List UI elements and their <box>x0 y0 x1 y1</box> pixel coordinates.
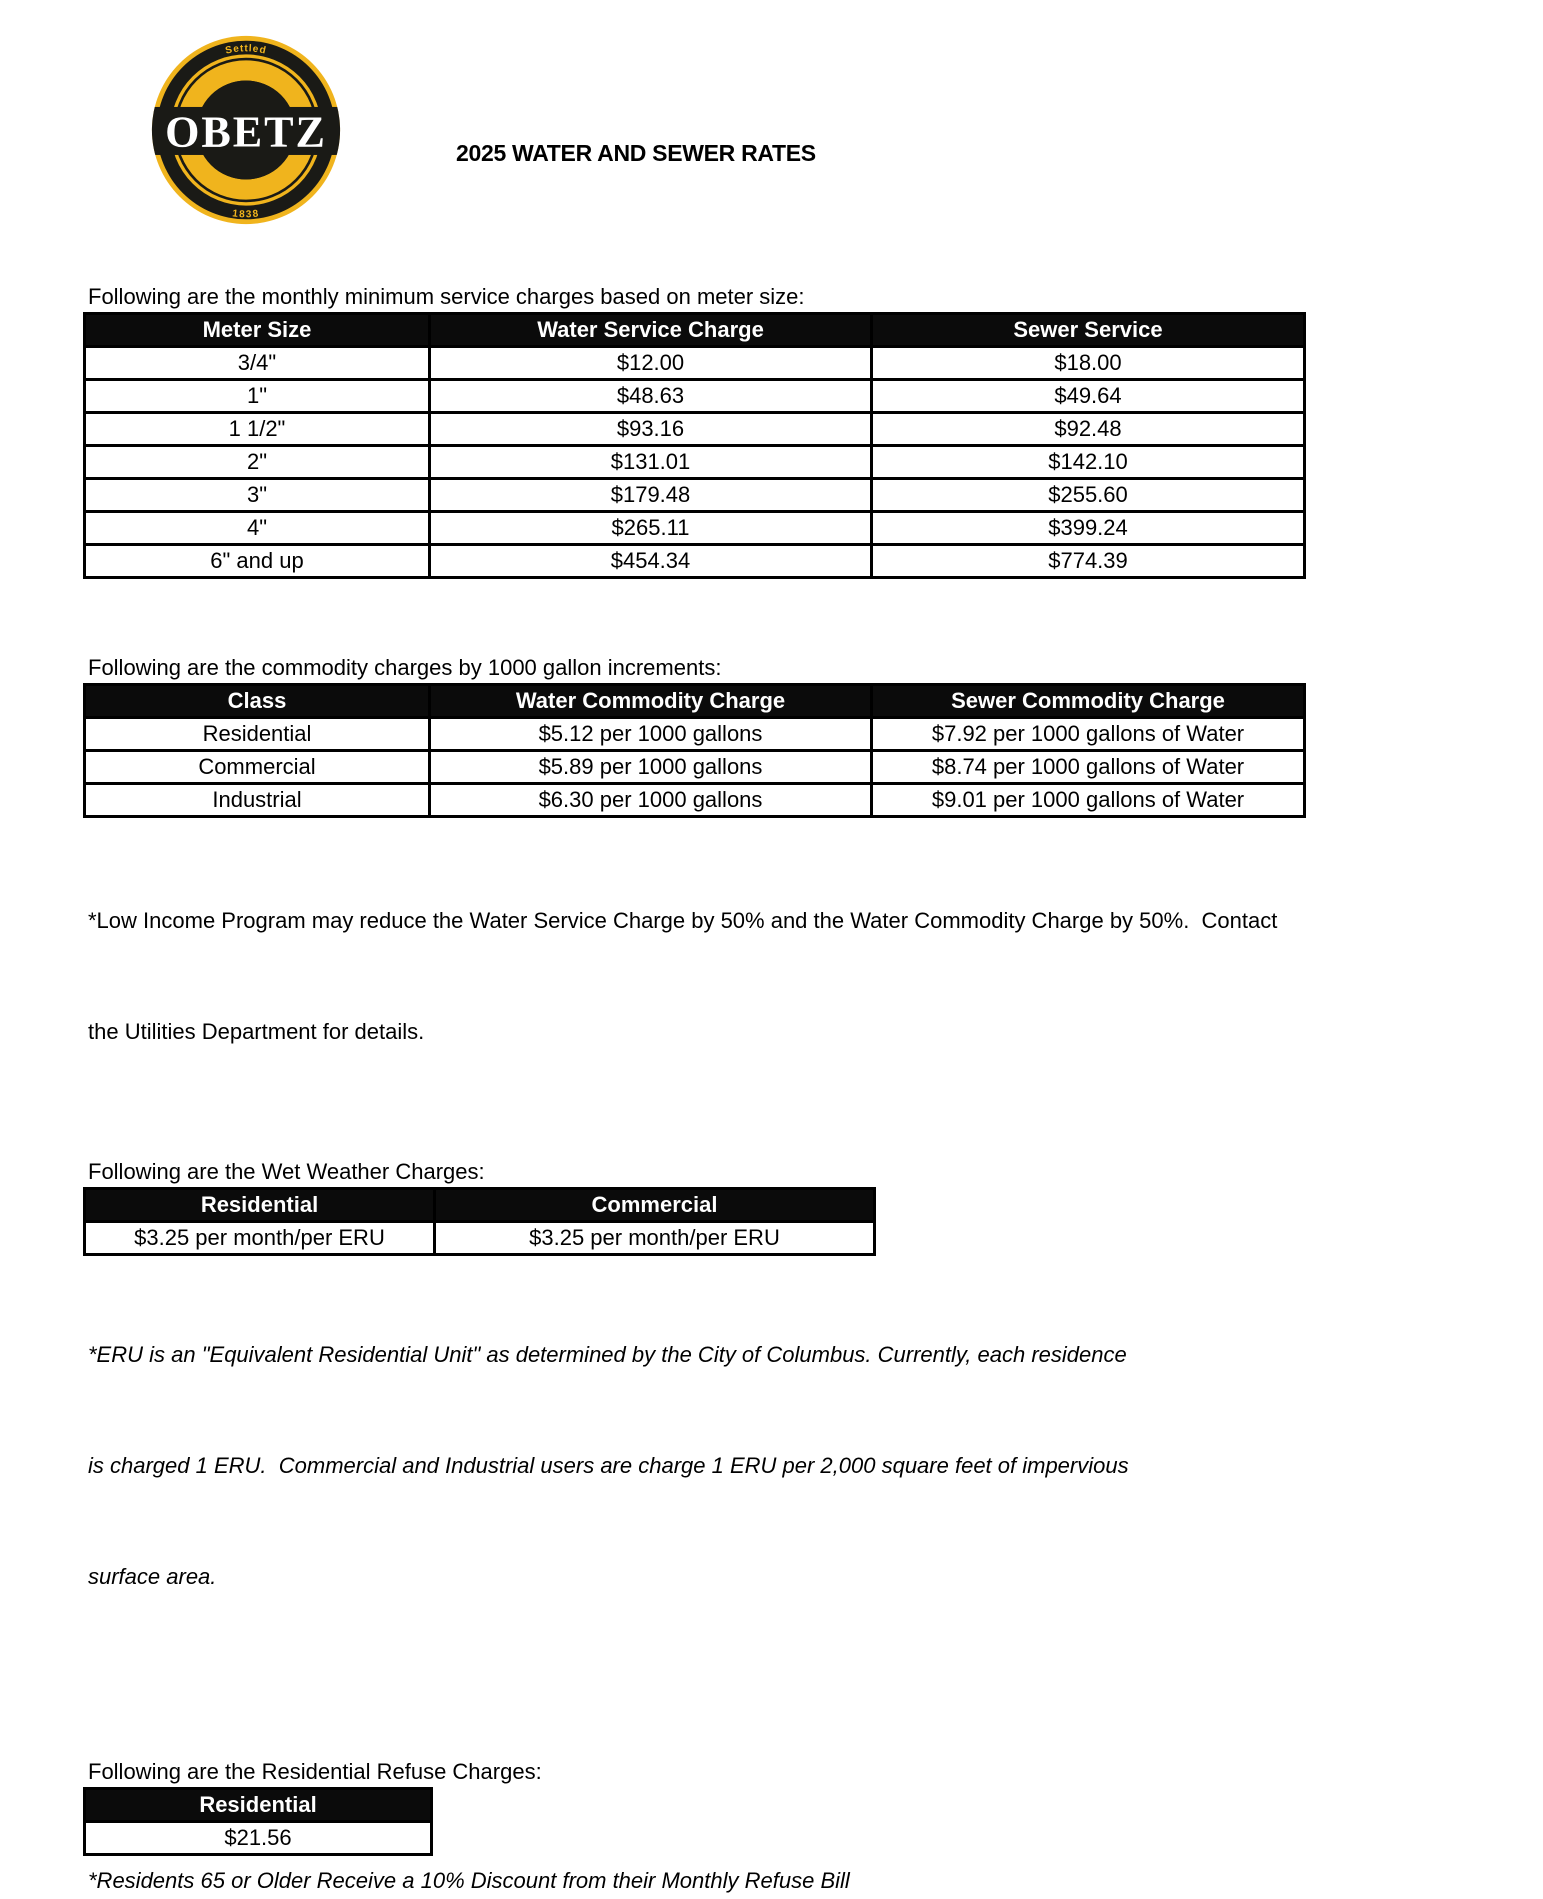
header-row <box>85 1789 432 1822</box>
logo-arc-top-text: Settled <box>224 43 268 57</box>
table-cell: $12.00 <box>430 347 872 380</box>
table-cell: $131.01 <box>430 446 872 479</box>
table-cell: $7.92 per 1000 gallons of Water <box>872 718 1305 751</box>
column-header: Sewer Commodity Charge <box>872 685 1305 718</box>
table-cell: $5.12 per 1000 gallons <box>430 718 872 751</box>
table-row <box>85 446 1305 479</box>
table-cell: $6.30 per 1000 gallons <box>430 784 872 817</box>
table-cell: Commercial <box>85 751 430 784</box>
table-row <box>85 413 1305 446</box>
table-cell: Residential <box>85 718 430 751</box>
commodity-charges-table <box>83 683 1306 818</box>
column-header: Meter Size <box>85 314 430 347</box>
table-cell: $8.74 per 1000 gallons of Water <box>872 751 1305 784</box>
senior-discount-note: *Residents 65 or Older Receive a 10% Discount from their Monthly Refuse Bill <box>88 1868 850 1893</box>
table-cell: $92.48 <box>872 413 1305 446</box>
obetz-village-logo <box>150 34 342 226</box>
table-row <box>85 784 1305 817</box>
column-header: Class <box>85 685 430 718</box>
low-income-note-line: *Low Income Program may reduce the Water Service Charge by 50% and the Water Commodity Charge by 50%. Contact <box>88 908 1278 933</box>
table-cell: $3.25 per month/per ERU <box>435 1222 875 1255</box>
table-row <box>85 380 1305 413</box>
table-cell: $49.64 <box>872 380 1305 413</box>
table-cell: 4" <box>85 512 430 545</box>
page-title: 2025 WATER AND SEWER RATES <box>456 140 816 166</box>
table-cell: $48.63 <box>430 380 872 413</box>
table-cell: 6" and up <box>85 545 430 578</box>
table-cell: $18.00 <box>872 347 1305 380</box>
table-cell: 3/4" <box>85 347 430 380</box>
document-body <box>83 283 1483 1899</box>
column-header: Commercial <box>435 1189 875 1222</box>
table-row <box>85 1222 875 1255</box>
table-cell: $265.11 <box>430 512 872 545</box>
eru-definition-note <box>88 1262 1483 1669</box>
service-charges-intro: Following are the monthly minimum service charges based on meter size: <box>88 284 805 309</box>
eru-note-line: is charged 1 ERU. Commercial and Industrial users are charge 1 ERU per 2,000 square feet of impervious <box>88 1453 1129 1478</box>
eru-note-line: *ERU is an "Equivalent Residential Unit" as determined by the City of Columbus. Currently, each residence <box>88 1342 1127 1367</box>
table-row <box>85 512 1305 545</box>
table-cell: 1" <box>85 380 430 413</box>
obetz-logo-icon <box>150 34 342 226</box>
logo-arc-bottom-text: 1838 <box>231 208 261 221</box>
table-row <box>85 545 1305 578</box>
table-cell: $93.16 <box>430 413 872 446</box>
service-charges-table <box>83 312 1306 579</box>
svg-text:1838 <box>232 208 261 220</box>
table-cell: 3" <box>85 479 430 512</box>
table-row <box>85 718 1305 751</box>
table-cell: $21.56 <box>85 1822 432 1855</box>
column-header: Water Service Charge <box>430 314 872 347</box>
low-income-note-line: the Utilities Department for details. <box>88 1019 425 1044</box>
table-cell: $774.39 <box>872 545 1305 578</box>
column-header: Residential <box>85 1189 435 1222</box>
table-cell: $142.10 <box>872 446 1305 479</box>
low-income-note <box>88 828 1483 1124</box>
table-cell: $399.24 <box>872 512 1305 545</box>
table-cell: $3.25 per month/per ERU <box>85 1222 435 1255</box>
column-header: Water Commodity Charge <box>430 685 872 718</box>
table-cell: 2" <box>85 446 430 479</box>
header-row <box>85 314 1305 347</box>
wet-weather-table <box>83 1187 876 1256</box>
header-row <box>85 685 1305 718</box>
table-row <box>85 751 1305 784</box>
table-cell: $9.01 per 1000 gallons of Water <box>872 784 1305 817</box>
table-cell: $5.89 per 1000 gallons <box>430 751 872 784</box>
table-row <box>85 479 1305 512</box>
column-header: Residential <box>85 1789 432 1822</box>
header-row <box>85 1189 875 1222</box>
commodity-charges-intro: Following are the commodity charges by 1000 gallon increments: <box>88 655 722 680</box>
table-row <box>85 1822 432 1855</box>
table-cell: $255.60 <box>872 479 1305 512</box>
table-cell: $454.34 <box>430 545 872 578</box>
logo-wordmark: OBETZ <box>165 107 327 157</box>
table-cell: $179.48 <box>430 479 872 512</box>
refuse-charges-table <box>83 1787 433 1856</box>
eru-note-line: surface area. <box>88 1564 217 1589</box>
wet-weather-intro: Following are the Wet Weather Charges: <box>88 1159 485 1184</box>
column-header: Sewer Service <box>872 314 1305 347</box>
table-cell: Industrial <box>85 784 430 817</box>
table-row <box>85 347 1305 380</box>
refuse-charges-intro: Following are the Residential Refuse Charges: <box>88 1759 542 1784</box>
table-cell: 1 1/2" <box>85 413 430 446</box>
